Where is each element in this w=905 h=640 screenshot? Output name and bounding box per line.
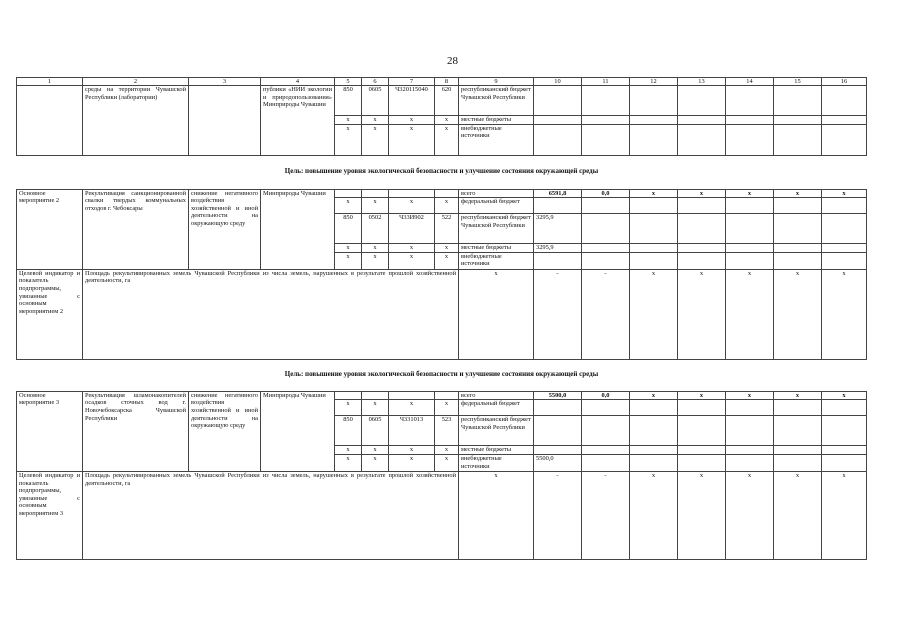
table-row — [17, 189, 867, 198]
indicator-value: x — [678, 269, 726, 359]
total-value: x — [822, 391, 867, 400]
source: внебюджетные источники — [459, 124, 534, 155]
vr: x — [435, 116, 459, 125]
table-row — [17, 391, 867, 400]
vr: x — [435, 400, 459, 416]
total-value: x — [678, 189, 726, 198]
total-value: x — [726, 189, 774, 198]
col-num: 7 — [389, 78, 435, 86]
csr: x — [389, 198, 435, 214]
vr: x — [435, 446, 459, 455]
col-num: 16 — [822, 78, 867, 86]
amount — [534, 416, 582, 446]
indicator-value: x — [822, 269, 867, 359]
col-num: 9 — [459, 78, 534, 86]
rz: 0605 — [362, 86, 389, 116]
indicator-value: x — [459, 471, 534, 559]
indicator-row — [17, 471, 867, 559]
col-num: 12 — [630, 78, 678, 86]
rz: x — [362, 198, 389, 214]
col-num: 13 — [678, 78, 726, 86]
indicator-value: x — [726, 471, 774, 559]
indicator-value: - — [534, 269, 582, 359]
total-value: x — [630, 189, 678, 198]
col-num: 15 — [774, 78, 822, 86]
amount — [534, 198, 582, 214]
total-value: x — [774, 391, 822, 400]
vr: x — [435, 244, 459, 253]
rz: x — [362, 116, 389, 125]
vr: x — [435, 198, 459, 214]
col-num: 11 — [582, 78, 630, 86]
vr: 620 — [435, 86, 459, 116]
amount — [534, 252, 582, 269]
indicator-value: - — [582, 269, 630, 359]
source: внебюджетные источники — [459, 454, 534, 471]
col-num: 10 — [534, 78, 582, 86]
indicator-row — [17, 269, 867, 359]
goal-heading: Цель: повышение уровня экологической безопасности и улучшение состояния окружающей среды — [284, 370, 599, 379]
vr: 522 — [435, 214, 459, 244]
measure-label: Основное мероприятие 3 — [17, 391, 83, 471]
amount: 3295,9 — [534, 214, 582, 244]
grbs: x — [335, 116, 362, 125]
total-value: x — [822, 189, 867, 198]
amount: 3295,9 — [534, 244, 582, 253]
source: внебюджетные источники — [459, 252, 534, 269]
csr: x — [389, 400, 435, 416]
indicator-value: - — [534, 471, 582, 559]
total-value: 0,0 — [582, 391, 630, 400]
indicator-value: x — [726, 269, 774, 359]
page-number: 28 — [447, 55, 458, 67]
indicator-value: - — [582, 471, 630, 559]
csr: Ч320115040 — [389, 86, 435, 116]
total-value: 6591,8 — [534, 189, 582, 198]
indicator-label: Целевой индикатор и показатель подпрограммы, увязанные с основным мероприятием 2 — [17, 269, 83, 359]
csr: x — [389, 244, 435, 253]
program-table — [16, 77, 867, 560]
measure-name: среды на территории Чувашской Республики (лаборатории) — [83, 86, 189, 156]
vr: x — [435, 252, 459, 269]
measure-goal: снижение негативного воздействия хозяйственной и иной деятельности на окружающую среду — [189, 391, 261, 471]
rz: 0502 — [362, 214, 389, 244]
measure-name: Рекультивация санкционированной свалки твердых коммунальных отходов г. Чебоксары — [83, 189, 189, 269]
indicator-value: x — [678, 471, 726, 559]
goal-heading: Цель: повышение уровня экологической безопасности и улучшение состояния окружающей среды — [284, 167, 599, 176]
executor: Минприроды Чувашии — [261, 189, 335, 269]
source: республиканский бюджет Чувашской Республики — [459, 416, 534, 446]
vr: x — [435, 454, 459, 471]
measure-label: Основное мероприятие 2 — [17, 189, 83, 269]
source: республиканский бюджет Чувашской Республики — [459, 86, 534, 116]
col-num: 14 — [726, 78, 774, 86]
executor: публики «НИИ экологии и природопользования» Минприроды Чувашии — [261, 86, 335, 156]
rz: x — [362, 244, 389, 253]
indicator-value: x — [630, 269, 678, 359]
amount — [534, 400, 582, 416]
total-value: x — [630, 391, 678, 400]
indicator-value: x — [459, 269, 534, 359]
grbs: x — [335, 454, 362, 471]
csr: x — [389, 454, 435, 471]
col-num: 5 — [335, 78, 362, 86]
rz: x — [362, 252, 389, 269]
csr: Ч33И902 — [389, 214, 435, 244]
rz: x — [362, 400, 389, 416]
measure-name: Рекультивация шламонакопителей осадков сточных вод г. Новочебоксарска Чувашской Республики — [83, 391, 189, 471]
total-value: x — [726, 391, 774, 400]
indicator-text: Площадь рекультивированных земель Чувашской Республики из числа земель, нарушенных в результате прошлой хозяйственной деятельности, га — [83, 269, 459, 359]
indicator-value: x — [822, 471, 867, 559]
grbs: 850 — [335, 416, 362, 446]
csr: Ч331013 — [389, 416, 435, 446]
rz: x — [362, 124, 389, 155]
grbs: x — [335, 244, 362, 253]
grbs: 850 — [335, 214, 362, 244]
indicator-value: x — [630, 471, 678, 559]
grbs: x — [335, 124, 362, 155]
amount — [534, 446, 582, 455]
rz: x — [362, 446, 389, 455]
source: местные бюджеты — [459, 116, 534, 125]
grbs: 850 — [335, 86, 362, 116]
source: местные бюджеты — [459, 244, 534, 253]
col-num: 8 — [435, 78, 459, 86]
amount: 5500,0 — [534, 454, 582, 471]
total-value: x — [774, 189, 822, 198]
col-num: 3 — [189, 78, 261, 86]
grbs: x — [335, 446, 362, 455]
csr: x — [389, 252, 435, 269]
source: всего — [459, 189, 534, 198]
vr: 523 — [435, 416, 459, 446]
total-value: 5500,0 — [534, 391, 582, 400]
column-number-row — [17, 78, 867, 86]
measure-goal: снижение негативного воздействия хозяйственной и иной деятельности на окружающую среду — [189, 189, 261, 269]
source: республиканский бюджет Чувашской Республики — [459, 214, 534, 244]
col-num: 2 — [83, 78, 189, 86]
grbs: x — [335, 198, 362, 214]
total-value: x — [678, 391, 726, 400]
executor: Минприроды Чувашии — [261, 391, 335, 471]
rz: 0605 — [362, 416, 389, 446]
source: федеральный бюджет — [459, 198, 534, 214]
csr: x — [389, 124, 435, 155]
source: федеральный бюджет — [459, 400, 534, 416]
col-num: 1 — [17, 78, 83, 86]
source: всего — [459, 391, 534, 400]
grbs: x — [335, 252, 362, 269]
source: местные бюджеты — [459, 446, 534, 455]
col-num: 6 — [362, 78, 389, 86]
csr: x — [389, 446, 435, 455]
csr: x — [389, 116, 435, 125]
vr: x — [435, 124, 459, 155]
col-num: 4 — [261, 78, 335, 86]
indicator-label: Целевой индикатор и показатель подпрограммы, увязанные с основным мероприятием 3 — [17, 471, 83, 559]
indicator-value: x — [774, 471, 822, 559]
grbs: x — [335, 400, 362, 416]
total-value: 0,0 — [582, 189, 630, 198]
indicator-text: Площадь рекультивированных земель Чувашской Республики из числа земель, нарушенных в результате прошлой хозяйственной деятельности, га — [83, 471, 459, 559]
table-row — [17, 86, 867, 116]
indicator-value: x — [774, 269, 822, 359]
rz: x — [362, 454, 389, 471]
